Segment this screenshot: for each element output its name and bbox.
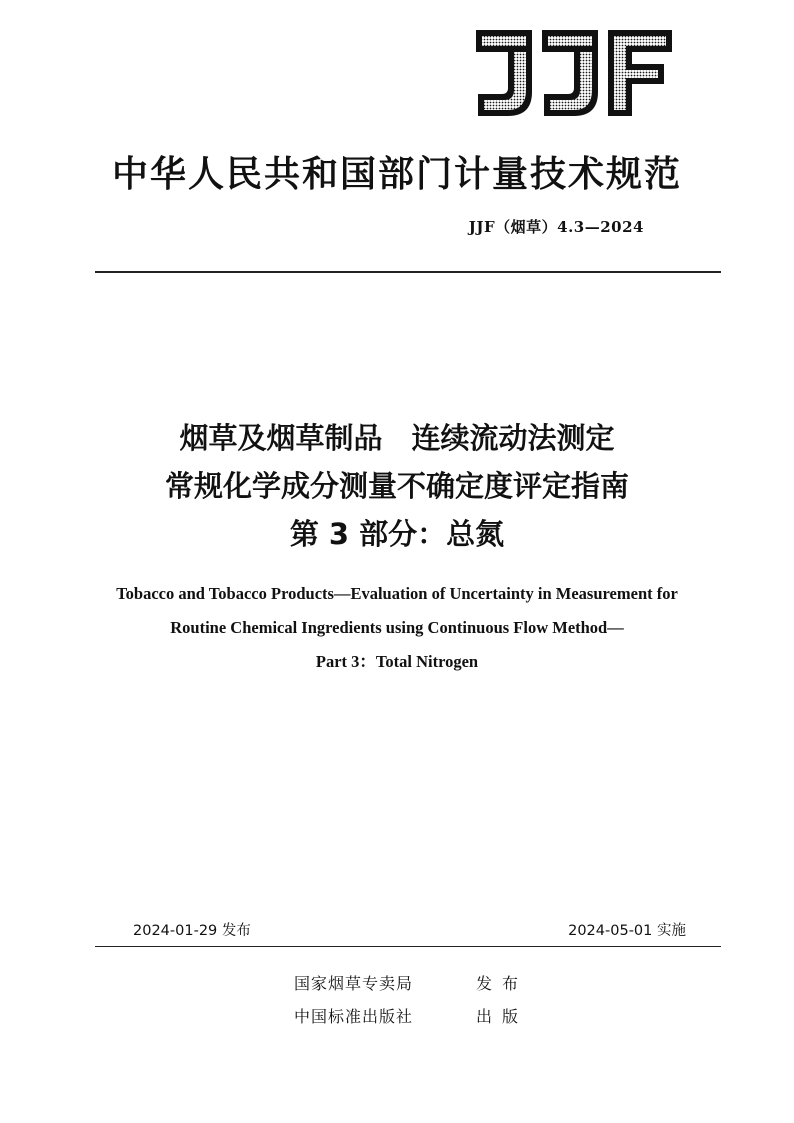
implementation-date: 2024-05-01 实施 [568,923,686,939]
publisher-role: 发布 [476,974,529,993]
chinese-title-line-3: 第 3 部分：总氮 [289,517,505,551]
publisher-row [294,999,554,1032]
publisher-role: 出版 [476,1007,529,1026]
issue-date: 2024-01-29 发布 [133,923,251,939]
jjf-logo [468,26,678,122]
logo-letter-j-2 [542,30,598,116]
standard-number: JJF（烟草）4.3—2024 [468,218,644,236]
logo-letter-j-1 [476,30,532,116]
publisher-block [294,966,554,1032]
english-title-line-1: Tobacco and Tobacco Products—Evaluation of Uncertainty in Measurement for [116,584,678,603]
chinese-title-line-2: 常规化学成分测量不确定度评定指南 [164,469,629,503]
english-title-line-2: Routine Chemical Ingredients using Continuous Flow Method— [170,618,624,637]
top-divider [95,271,721,273]
english-title [0,577,794,679]
publisher-org: 中国标准出版社 [294,1007,414,1026]
chinese-title [0,414,794,558]
bottom-divider [95,946,721,947]
page-title: 中华人民共和国部门计量技术规范 [111,154,682,195]
logo-letter-f [608,30,672,116]
english-title-line-3: Part 3：Total Nitrogen [315,652,479,671]
publisher-row [294,966,554,999]
publisher-org: 国家烟草专卖局 [294,974,414,993]
chinese-title-line-1: 烟草及烟草制品 连续流动法测定 [179,421,615,455]
